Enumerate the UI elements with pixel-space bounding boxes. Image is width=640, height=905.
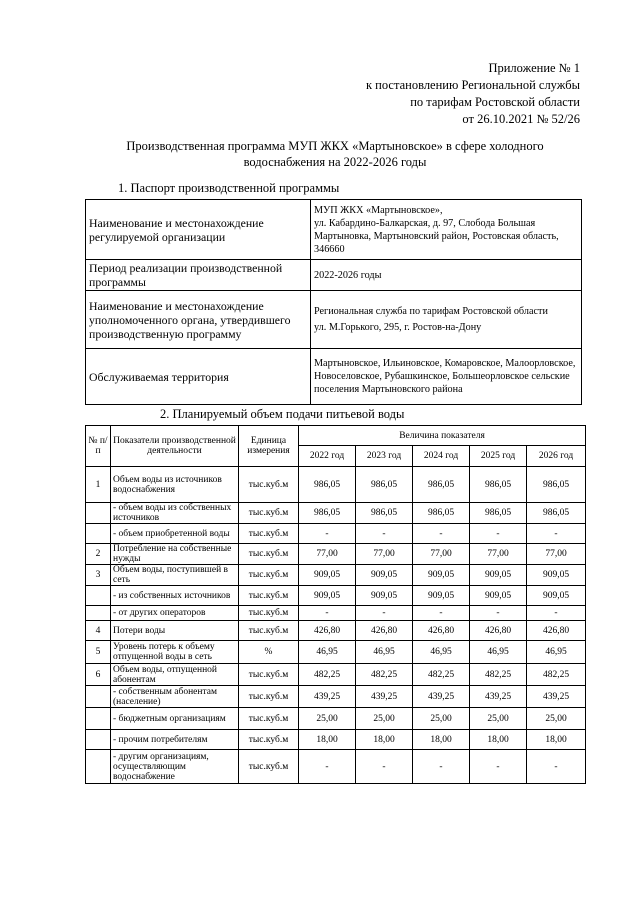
passport-row — [86, 200, 582, 260]
row-value: 986,05 — [413, 503, 470, 524]
passport-value-line: ул. Кабардино-Балкарская, д. 97, Слобода Большая Мартыновка, Мартыновский район, Ростовская область, 346660 — [314, 217, 559, 255]
row-value: 986,05 — [299, 503, 356, 524]
row-number — [86, 503, 111, 524]
passport-value — [311, 260, 582, 291]
table-row — [86, 641, 586, 664]
row-unit: тыс.куб.м — [239, 750, 299, 784]
row-value: 77,00 — [470, 544, 527, 565]
document-title — [90, 138, 580, 170]
passport-row — [86, 260, 582, 291]
row-value: 986,05 — [299, 467, 356, 503]
row-indicator: Объем воды, поступившей в сеть — [111, 565, 239, 586]
row-indicator: - объем воды из собственных источников — [111, 503, 239, 524]
row-indicator: - из собственных источников — [111, 586, 239, 606]
passport-value — [311, 200, 582, 260]
row-value: 909,05 — [299, 565, 356, 586]
row-value: 77,00 — [527, 544, 586, 565]
header-year: 2025 год — [470, 446, 527, 467]
passport-value-line: Мартыновское, Ильиновское, Комаровское, Малоорловское, Новоселовское, Рубашкинское, Большеорловское сельские поселения Мартыновского района — [314, 358, 576, 395]
row-value: 909,05 — [356, 565, 413, 586]
row-unit: тыс.куб.м — [239, 621, 299, 641]
row-value: - — [413, 750, 470, 784]
passport-label: Наименование и местонахождение уполномоченного органа, утвердившего производственную программу — [86, 291, 311, 349]
row-number — [86, 524, 111, 544]
row-indicator: - бюджетным организациям — [111, 708, 239, 730]
passport-value-line: 2022-2026 годы — [314, 269, 382, 281]
row-indicator: Потребление на собственные нужды — [111, 544, 239, 565]
header-row — [86, 426, 586, 446]
passport-label: Обслуживаемая территория — [86, 349, 311, 405]
row-indicator: - другим организациям, осуществляющим водоснабжение — [111, 750, 239, 784]
row-value: 18,00 — [356, 730, 413, 750]
row-indicator: Потери воды — [111, 621, 239, 641]
row-value: - — [299, 524, 356, 544]
row-value: 439,25 — [299, 686, 356, 708]
row-unit: тыс.куб.м — [239, 565, 299, 586]
appendix-line-3: по тарифам Ростовской области — [410, 95, 580, 109]
row-value: 426,80 — [356, 621, 413, 641]
table-row — [86, 503, 586, 524]
row-value: 77,00 — [413, 544, 470, 565]
passport-value — [311, 349, 582, 405]
header-indicator: Показатели производственной деятельности — [111, 426, 239, 467]
table-row — [86, 686, 586, 708]
appendix-line-2: к постановлению Региональной службы — [365, 78, 580, 92]
table-row — [86, 664, 586, 686]
row-value: 46,95 — [299, 641, 356, 664]
row-value: - — [356, 606, 413, 621]
header-year: 2024 год — [413, 446, 470, 467]
row-value: 909,05 — [413, 565, 470, 586]
row-value: 439,25 — [527, 686, 586, 708]
passport-label: Период реализации производственной программы — [86, 260, 311, 291]
table-row — [86, 606, 586, 621]
row-value: 909,05 — [470, 565, 527, 586]
header-unit: Единица измерения — [239, 426, 299, 467]
row-indicator: Объем воды из источников водоснабжения — [111, 467, 239, 503]
row-value: 482,25 — [527, 664, 586, 686]
row-unit: тыс.куб.м — [239, 664, 299, 686]
row-value: 986,05 — [470, 503, 527, 524]
row-value: 909,05 — [413, 586, 470, 606]
row-value: 909,05 — [299, 586, 356, 606]
table-row — [86, 730, 586, 750]
row-value: 482,25 — [356, 664, 413, 686]
row-value: 46,95 — [470, 641, 527, 664]
row-unit: тыс.куб.м — [239, 544, 299, 565]
table-row — [86, 544, 586, 565]
row-unit: тыс.куб.м — [239, 503, 299, 524]
row-value: - — [299, 606, 356, 621]
passport-value — [311, 291, 582, 349]
row-number: 6 — [86, 664, 111, 686]
row-number — [86, 730, 111, 750]
row-value: 909,05 — [527, 565, 586, 586]
row-value: 426,80 — [527, 621, 586, 641]
row-value: 18,00 — [299, 730, 356, 750]
row-number: 2 — [86, 544, 111, 565]
row-value: - — [413, 524, 470, 544]
row-value: 25,00 — [299, 708, 356, 730]
row-value: 77,00 — [356, 544, 413, 565]
appendix-line-1: Приложение № 1 — [488, 61, 580, 75]
table-row — [86, 524, 586, 544]
passport-table — [85, 199, 582, 405]
row-indicator: - объем приобретенной воды — [111, 524, 239, 544]
row-value: 439,25 — [470, 686, 527, 708]
row-value: 18,00 — [413, 730, 470, 750]
row-unit: тыс.куб.м — [239, 586, 299, 606]
header-year: 2022 год — [299, 446, 356, 467]
row-number: 1 — [86, 467, 111, 503]
row-value: 18,00 — [470, 730, 527, 750]
row-value: 25,00 — [413, 708, 470, 730]
row-unit: тыс.куб.м — [239, 708, 299, 730]
row-value: 482,25 — [299, 664, 356, 686]
row-number — [86, 750, 111, 784]
row-value: 986,05 — [470, 467, 527, 503]
row-value: 25,00 — [470, 708, 527, 730]
row-value: 986,05 — [413, 467, 470, 503]
row-value: 482,25 — [470, 664, 527, 686]
header-year: 2026 год — [527, 446, 586, 467]
water-volume-body — [86, 467, 586, 784]
row-number — [86, 686, 111, 708]
row-unit: тыс.куб.м — [239, 524, 299, 544]
row-value: 426,80 — [299, 621, 356, 641]
row-number: 4 — [86, 621, 111, 641]
header-year: 2023 год — [356, 446, 413, 467]
table-row — [86, 467, 586, 503]
row-number: 3 — [86, 565, 111, 586]
row-value: 25,00 — [527, 708, 586, 730]
row-unit: тыс.куб.м — [239, 686, 299, 708]
row-unit: тыс.куб.м — [239, 467, 299, 503]
passport-value-line: ул. М.Горького, 295, г. Ростов-на-Дону — [314, 322, 482, 333]
table-row — [86, 565, 586, 586]
table-row — [86, 708, 586, 730]
row-value: 18,00 — [527, 730, 586, 750]
row-value: 986,05 — [356, 503, 413, 524]
title-line-2: водоснабжения на 2022-2026 годы — [243, 155, 427, 169]
row-number — [86, 586, 111, 606]
row-value: - — [470, 606, 527, 621]
row-number — [86, 606, 111, 621]
passport-label: Наименование и местонахождение регулируемой организации — [86, 200, 311, 260]
row-value: - — [356, 750, 413, 784]
row-number — [86, 708, 111, 730]
row-value: 439,25 — [356, 686, 413, 708]
row-value: - — [470, 524, 527, 544]
row-value: 46,95 — [356, 641, 413, 664]
passport-value-line: Региональная служба по тарифам Ростовской области — [314, 306, 548, 317]
row-value: 46,95 — [527, 641, 586, 664]
row-value: 909,05 — [527, 586, 586, 606]
row-indicator: - прочим потребителям — [111, 730, 239, 750]
passport-row — [86, 291, 582, 349]
row-indicator: Объем воды, отпущенной абонентам — [111, 664, 239, 686]
row-value: 439,25 — [413, 686, 470, 708]
row-value: 986,05 — [527, 467, 586, 503]
table-row — [86, 586, 586, 606]
row-value: - — [356, 524, 413, 544]
appendix-block — [366, 60, 580, 128]
row-value: - — [527, 750, 586, 784]
row-value: 986,05 — [527, 503, 586, 524]
title-line-1: Производственная программа МУП ЖКХ «Мартыновское» в сфере холодного — [126, 139, 544, 153]
table-row — [86, 750, 586, 784]
passport-row — [86, 349, 582, 405]
section-2-heading: 2. Планируемый объем подачи питьевой воды — [160, 407, 405, 421]
table-row — [86, 621, 586, 641]
water-volume-table — [85, 425, 586, 784]
row-value: - — [299, 750, 356, 784]
row-value: 909,05 — [356, 586, 413, 606]
row-value: - — [527, 606, 586, 621]
row-indicator: - от других операторов — [111, 606, 239, 621]
row-value: 482,25 — [413, 664, 470, 686]
row-value: 426,80 — [413, 621, 470, 641]
row-value: 426,80 — [470, 621, 527, 641]
row-number: 5 — [86, 641, 111, 664]
row-unit: тыс.куб.м — [239, 606, 299, 621]
row-unit: % — [239, 641, 299, 664]
header-num: № п/п — [86, 426, 111, 467]
row-unit: тыс.куб.м — [239, 730, 299, 750]
row-value: 46,95 — [413, 641, 470, 664]
section-1-heading: 1. Паспорт производственной программы — [118, 181, 340, 195]
row-value: - — [470, 750, 527, 784]
row-value: 77,00 — [299, 544, 356, 565]
row-value: 909,05 — [470, 586, 527, 606]
row-value: - — [527, 524, 586, 544]
row-value: 25,00 — [356, 708, 413, 730]
passport-value-line: МУП ЖКХ «Мартыновское», — [314, 204, 443, 216]
row-indicator: Уровень потерь к объему отпущенной воды в сеть — [111, 641, 239, 664]
row-value: 986,05 — [356, 467, 413, 503]
header-value: Величина показателя — [299, 426, 586, 446]
appendix-line-4: от 26.10.2021 № 52/26 — [462, 112, 580, 126]
row-indicator: - собственным абонентам (население) — [111, 686, 239, 708]
row-value: - — [413, 606, 470, 621]
